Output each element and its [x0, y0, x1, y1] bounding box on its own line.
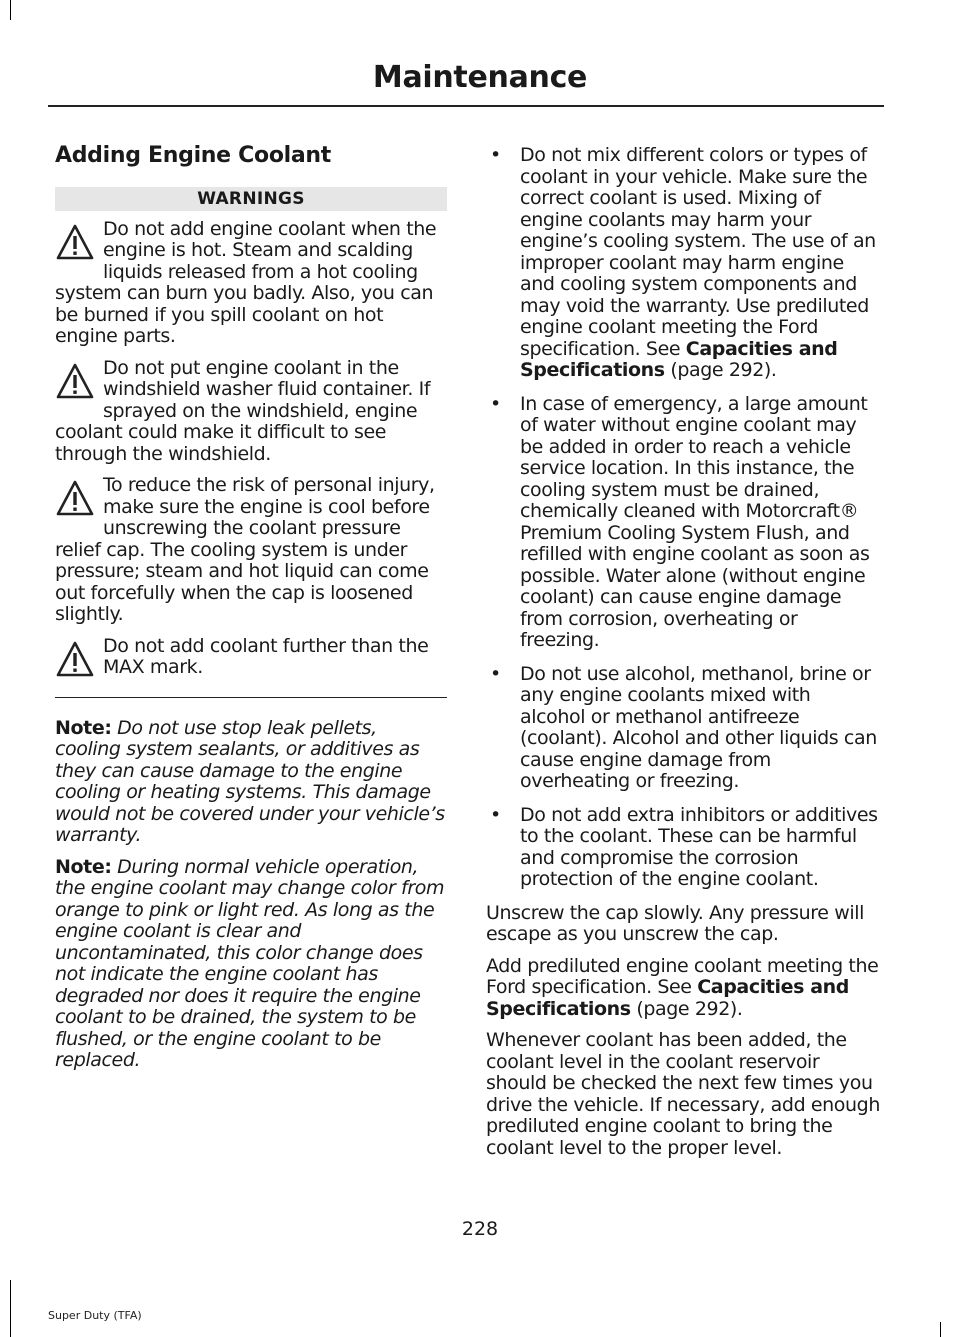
list-item: [486, 805, 880, 891]
body-paragraph: Whenever coolant has been added, the coolant level in the coolant reservoir should be checked the next few times you drive the vehicle. If necessary, add enough prediluted engine coolant to bring the coolant level to the proper level.: [486, 1029, 880, 1159]
crop-mark-top-left-v: [10, 0, 11, 20]
header-rule: [48, 105, 884, 107]
bullet-marker: •: [490, 144, 501, 166]
bullet-marker: •: [490, 392, 501, 415]
warning-triangle-icon: [55, 223, 95, 261]
warning-text: Do not add coolant further than the MAX mark.: [103, 634, 429, 678]
note-label: Note:: [55, 855, 112, 878]
page-reference: (page 292).: [630, 997, 743, 1020]
bullet-text: In case of emergency, a large amount of water without engine coolant may be added in order to reach a vehicle service location. In this instance, the cooling system must be drained, chemically cleaned with Motorcraft® Premium Cooling System Flush, and refilled with engine coolant as soon as possible. Water alone (without engine coolant) can cause engine damage from corrosion, overheating or freezing.: [520, 392, 870, 651]
warning-item: [55, 636, 447, 679]
warning-item: [55, 475, 447, 626]
note-text: Do not use stop leak pellets, cooling system sealants, or additives as they can cause damage to the engine cooling or heating systems. This damage would not be covered under your vehicle’s warranty.: [55, 716, 445, 846]
section-title: Adding Engine Coolant: [55, 143, 331, 168]
warnings-label: WARNINGS: [55, 187, 447, 211]
warning-item: [55, 358, 447, 466]
crop-mark-bottom-left-v: [10, 1280, 11, 1337]
note-text: During normal vehicle operation, the engine coolant may change color from orange to pink or light red. As long as the engine coolant is clear and uncontaminated, this color change does not indicate the engine coolant has degraded nor does it require the engine coolant to be drained, the system to be flushed, or the engine coolant to be replaced.: [55, 855, 445, 1071]
note-paragraph: [55, 857, 447, 1072]
list-item: [486, 145, 880, 382]
bullet-text: Do not mix different colors or types of coolant in your vehicle. Make sure the correct coolant is used. Mixing of engine coolants may harm your engine’s cooling system. The use of an improper coolant may harm engine and cooling system components and may void the warranty. Use prediluted engine coolant meeting the Ford specification. See: [520, 144, 876, 360]
warning-triangle-icon: [55, 362, 95, 400]
warning-triangle-icon: [55, 640, 95, 678]
note-paragraph: [55, 718, 447, 847]
bullet-marker: •: [490, 662, 501, 685]
page-number: 228: [461, 1218, 499, 1240]
page-header-title: Maintenance: [372, 60, 588, 95]
left-column: [55, 145, 447, 1082]
body-paragraph: [486, 956, 880, 1021]
bullet-list: [486, 145, 880, 891]
footer-text: Super Duty (TFA): [48, 1309, 142, 1322]
note-label: Note:: [55, 716, 112, 739]
paragraph-text: Add prediluted engine coolant meeting the Ford specification. See: [486, 954, 879, 998]
cross-reference-link[interactable]: Capacities and Specifications: [486, 976, 849, 1020]
warning-text: Do not put engine coolant in the windshield washer fluid container. If sprayed on the windshield, engine coolant could make it difficult to see through the windshield.: [55, 356, 431, 465]
right-column: [486, 145, 880, 1169]
warning-text: To reduce the risk of personal injury, make sure the engine is cool before unscrewing the coolant pressure relief cap. The cooling system is under pressure; steam and hot liquid can come out forcefully when the cap is loosened slightly.: [55, 474, 435, 625]
warnings-end-rule: [55, 697, 447, 698]
cross-reference-link[interactable]: Capacities and Specifications: [520, 337, 838, 381]
body-paragraph: Unscrew the cap slowly. Any pressure will escape as you unscrew the cap.: [486, 901, 865, 945]
warning-text: Do not add engine coolant when the engine is hot. Steam and scalding liquids released from a hot cooling system can burn you badly. Also, you can be burned if you spill coolant on hot engine parts.: [55, 217, 437, 347]
warning-triangle-icon: [55, 479, 95, 517]
page-reference: (page 292).: [664, 359, 777, 381]
bullet-marker: •: [490, 803, 501, 826]
list-item: [486, 394, 880, 652]
bullet-text: Do not use alcohol, methanol, brine or any engine coolants mixed with alcohol or methanol antifreeze (coolant). Alcohol and other liquids can cause engine damage from overheating or freezing.: [520, 662, 877, 792]
bullet-text: Do not add extra inhibitors or additives to the coolant. These can be harmful and compromise the corrosion protection of the engine coolant.: [520, 803, 878, 890]
warning-item: [55, 219, 447, 348]
list-item: [486, 664, 880, 793]
crop-mark-bottom-right-v: [940, 1322, 941, 1337]
